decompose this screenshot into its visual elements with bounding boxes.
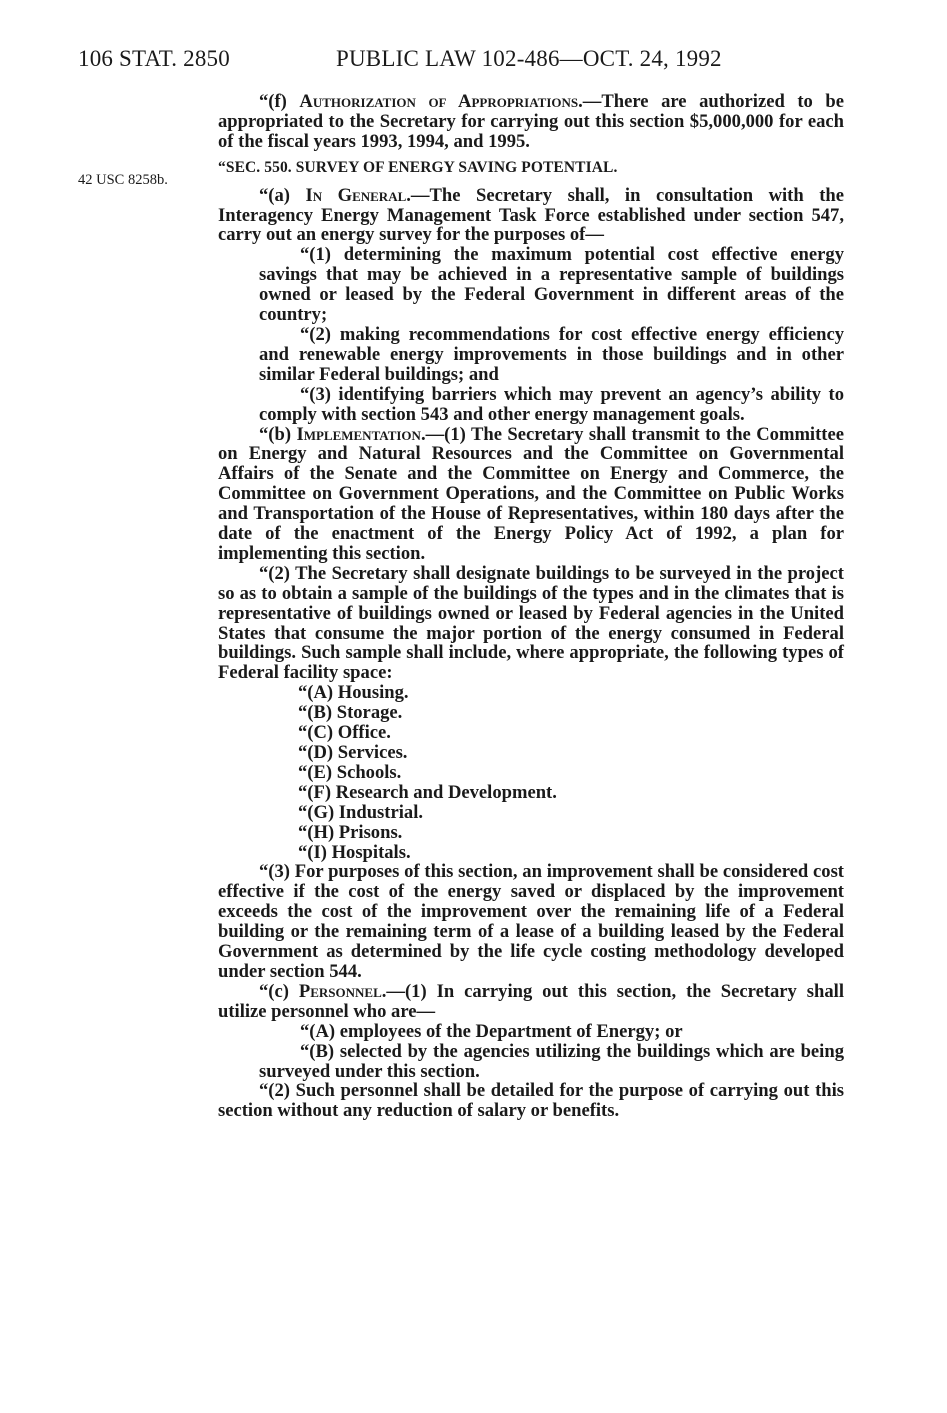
facility-type: “(I) Hospitals. [298,841,411,863]
facility-type: “(A) Housing. [298,682,409,704]
facility-type: “(F) Research and Development. [298,781,557,803]
general-item-3: “(3) identifying barriers which may prevent an agency’s ability to comply with section 543 and other energy management goals. [259,383,844,425]
personnel-item-a: “(A) employees of the Department of Energy; or [300,1020,683,1042]
running-header [78,46,868,76]
personnel-paragraph: “(c) Personnel.—(1) In carrying out this section, the Secretary shall utilize personnel who are— [218,980,844,1022]
statute-body [218,92,844,1121]
implementation-heading: Implementation [296,423,421,445]
facility-type: “(E) Schools. [298,761,402,783]
implementation-paragraph: “(b) Implementation.—(1) The Secretary shall transmit to the Committee on Energy and Natural Resources and the Committee on Governmental Affairs of the Senate and the Committee on Energy and Commerce, the Committee on Government Operations, and the Committee on Public Works and Transportation of the House of Representatives, within 180 days after the date of the enactment of the Energy Policy Act of 1992, a plan for implementing this section. [218,423,844,564]
facility-type: “(D) Services. [298,742,408,763]
facility-type: “(G) Industrial. [298,801,424,823]
facility-type: “(B) Storage. [298,702,403,724]
personnel-item-2: “(2) Such personnel shall be detailed for the purpose of carrying out this section without any reduction of salary or benefits. [218,1080,844,1122]
facility-type: “(C) Office. [298,722,391,744]
general-paragraph: “(a) In General.—The Secretary shall, in consultation with the Interagency Energy Management Task Force established under section 547, carry out an energy survey for the purposes of— [218,184,844,246]
facility-type: “(H) Prisons. [298,821,403,843]
authorization-paragraph: “(f) Authorization of Appropriations.—There are authorized to be appropriated to the Secretary for carrying out this section $5,000,000 for each of the fiscal years 1993, 1994, and 1995. [218,91,844,152]
implementation-item-3: “(3) For purposes of this section, an improvement shall be considered cost effective if the cost of the energy saved or displaced by the improvement exceeds the cost of the improvement over the remaining life of a Federal building or the remaining term of a lease of a building leased by the Federal Government as determined by the life cycle costing methodology developed under section 544. [218,861,844,982]
section-heading: “SEC. 550. SURVEY OF ENERGY SAVING POTENTIAL. [218,158,618,176]
margin-usc-note: 42 USC 8258b. [78,172,168,188]
implementation-item-2: “(2) The Secretary shall designate buildings to be surveyed in the project so as to obtain a sample of the buildings of the types and in the climates that is representative of buildings owned or leased by Federal agencies in the United States that consume the major portion of the energy consumed in Federal buildings. Such sample shall include, where appropriate, the following types of Federal facility space: [218,562,844,684]
authorization-heading: Authorization of Appropriations [299,91,579,112]
general-item-2: “(2) making recommendations for cost effective energy efficiency and renewable energy improvements in those buildings and in other similar Federal buildings; and [259,323,844,385]
personnel-item-b: “(B) selected by the agencies utilizing the buildings which are being surveyed under this section. [259,1040,844,1082]
stat-page-number: 106 STAT. 2850 [78,46,230,71]
public-law-citation: PUBLIC LAW 102-486—OCT. 24, 1992 [336,46,722,71]
general-heading: In General [305,184,407,206]
general-item-1: “(1) determining the maximum potential cost effective energy savings that may be achieved in a representative sample of buildings owned or leased by the Federal Government in different areas of the country; [259,244,844,326]
personnel-heading: Personnel [298,980,382,1002]
